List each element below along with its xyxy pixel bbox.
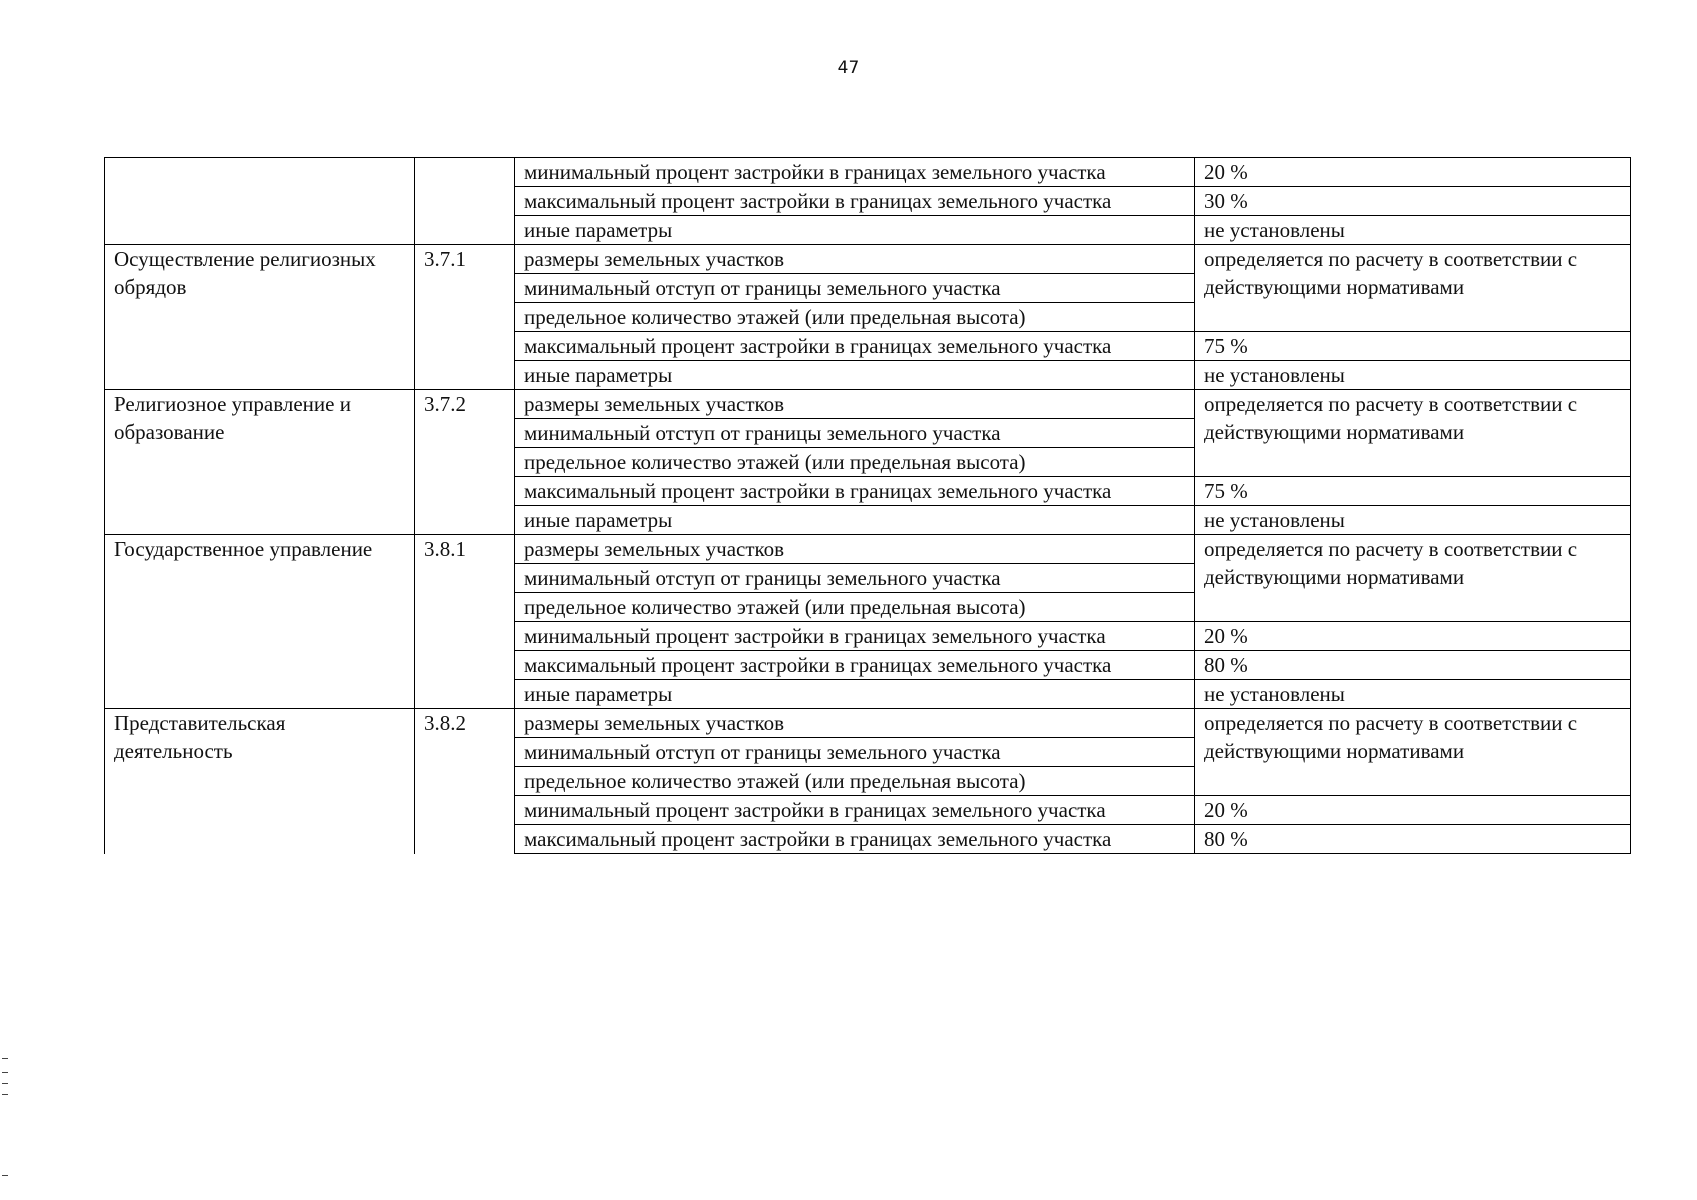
value-cell: 20 % [1195, 158, 1631, 187]
param-cell: минимальный отступ от границы земельного участка [515, 738, 1195, 767]
param-cell: иные параметры [515, 216, 1195, 245]
param-cell: минимальный процент застройки в границах земельного участка [515, 622, 1195, 651]
scan-artifact [2, 1094, 8, 1095]
page-number: 47 [837, 58, 860, 78]
param-cell: минимальный отступ от границы земельного участка [515, 564, 1195, 593]
param-cell: предельное количество этажей (или предельная высота) [515, 767, 1195, 796]
param-cell: максимальный процент застройки в границах земельного участка [515, 477, 1195, 506]
param-cell: минимальный процент застройки в границах земельного участка [515, 796, 1195, 825]
regulations-table [104, 157, 1631, 854]
value-cell: 30 % [1195, 187, 1631, 216]
use-code-cell: 3.8.2 [415, 709, 515, 854]
use-code-cell: 3.8.1 [415, 535, 515, 709]
param-cell: размеры земельных участков [515, 390, 1195, 419]
value-cell: определяется по расчету в соответствии с действующими нормативами [1195, 390, 1631, 477]
use-code-cell: 3.7.2 [415, 390, 515, 535]
value-cell: 80 % [1195, 651, 1631, 680]
param-cell: иные параметры [515, 680, 1195, 709]
scan-artifact [2, 1175, 8, 1176]
value-cell: 20 % [1195, 622, 1631, 651]
scan-artifact [2, 1083, 8, 1084]
param-cell: предельное количество этажей (или предельная высота) [515, 448, 1195, 477]
value-cell: определяется по расчету в соответствии с действующими нормативами [1195, 245, 1631, 332]
param-cell: размеры земельных участков [515, 709, 1195, 738]
value-cell: 75 % [1195, 332, 1631, 361]
value-cell: не установлены [1195, 680, 1631, 709]
param-cell: иные параметры [515, 506, 1195, 535]
use-code-cell [415, 158, 515, 245]
param-cell: максимальный процент застройки в границах земельного участка [515, 332, 1195, 361]
scan-artifact [2, 1072, 8, 1073]
param-cell: минимальный отступ от границы земельного участка [515, 419, 1195, 448]
value-cell: определяется по расчету в соответствии с действующими нормативами [1195, 709, 1631, 796]
use-type-cell: Представительская деятельность [105, 709, 415, 854]
table-row [105, 158, 1631, 187]
table-row [105, 390, 1631, 419]
use-code-cell: 3.7.1 [415, 245, 515, 390]
value-cell: 80 % [1195, 825, 1631, 854]
param-cell: размеры земельных участков [515, 535, 1195, 564]
value-cell: 20 % [1195, 796, 1631, 825]
param-cell: минимальный отступ от границы земельного участка [515, 274, 1195, 303]
value-cell: определяется по расчету в соответствии с действующими нормативами [1195, 535, 1631, 622]
table-row [105, 709, 1631, 738]
use-type-cell: Государственное управление [105, 535, 415, 709]
param-cell: размеры земельных участков [515, 245, 1195, 274]
param-cell: минимальный процент застройки в границах земельного участка [515, 158, 1195, 187]
table-row [105, 245, 1631, 274]
value-cell: не установлены [1195, 216, 1631, 245]
value-cell: 75 % [1195, 477, 1631, 506]
use-type-cell [105, 158, 415, 245]
param-cell: иные параметры [515, 361, 1195, 390]
value-cell: не установлены [1195, 361, 1631, 390]
table-row [105, 535, 1631, 564]
param-cell: предельное количество этажей (или предельная высота) [515, 593, 1195, 622]
value-cell: не установлены [1195, 506, 1631, 535]
use-type-cell: Осуществление религиозных обрядов [105, 245, 415, 390]
param-cell: максимальный процент застройки в границах земельного участка [515, 825, 1195, 854]
scan-artifact [2, 1058, 8, 1059]
param-cell: максимальный процент застройки в границах земельного участка [515, 187, 1195, 216]
param-cell: максимальный процент застройки в границах земельного участка [515, 651, 1195, 680]
use-type-cell: Религиозное управление и образование [105, 390, 415, 535]
param-cell: предельное количество этажей (или предельная высота) [515, 303, 1195, 332]
